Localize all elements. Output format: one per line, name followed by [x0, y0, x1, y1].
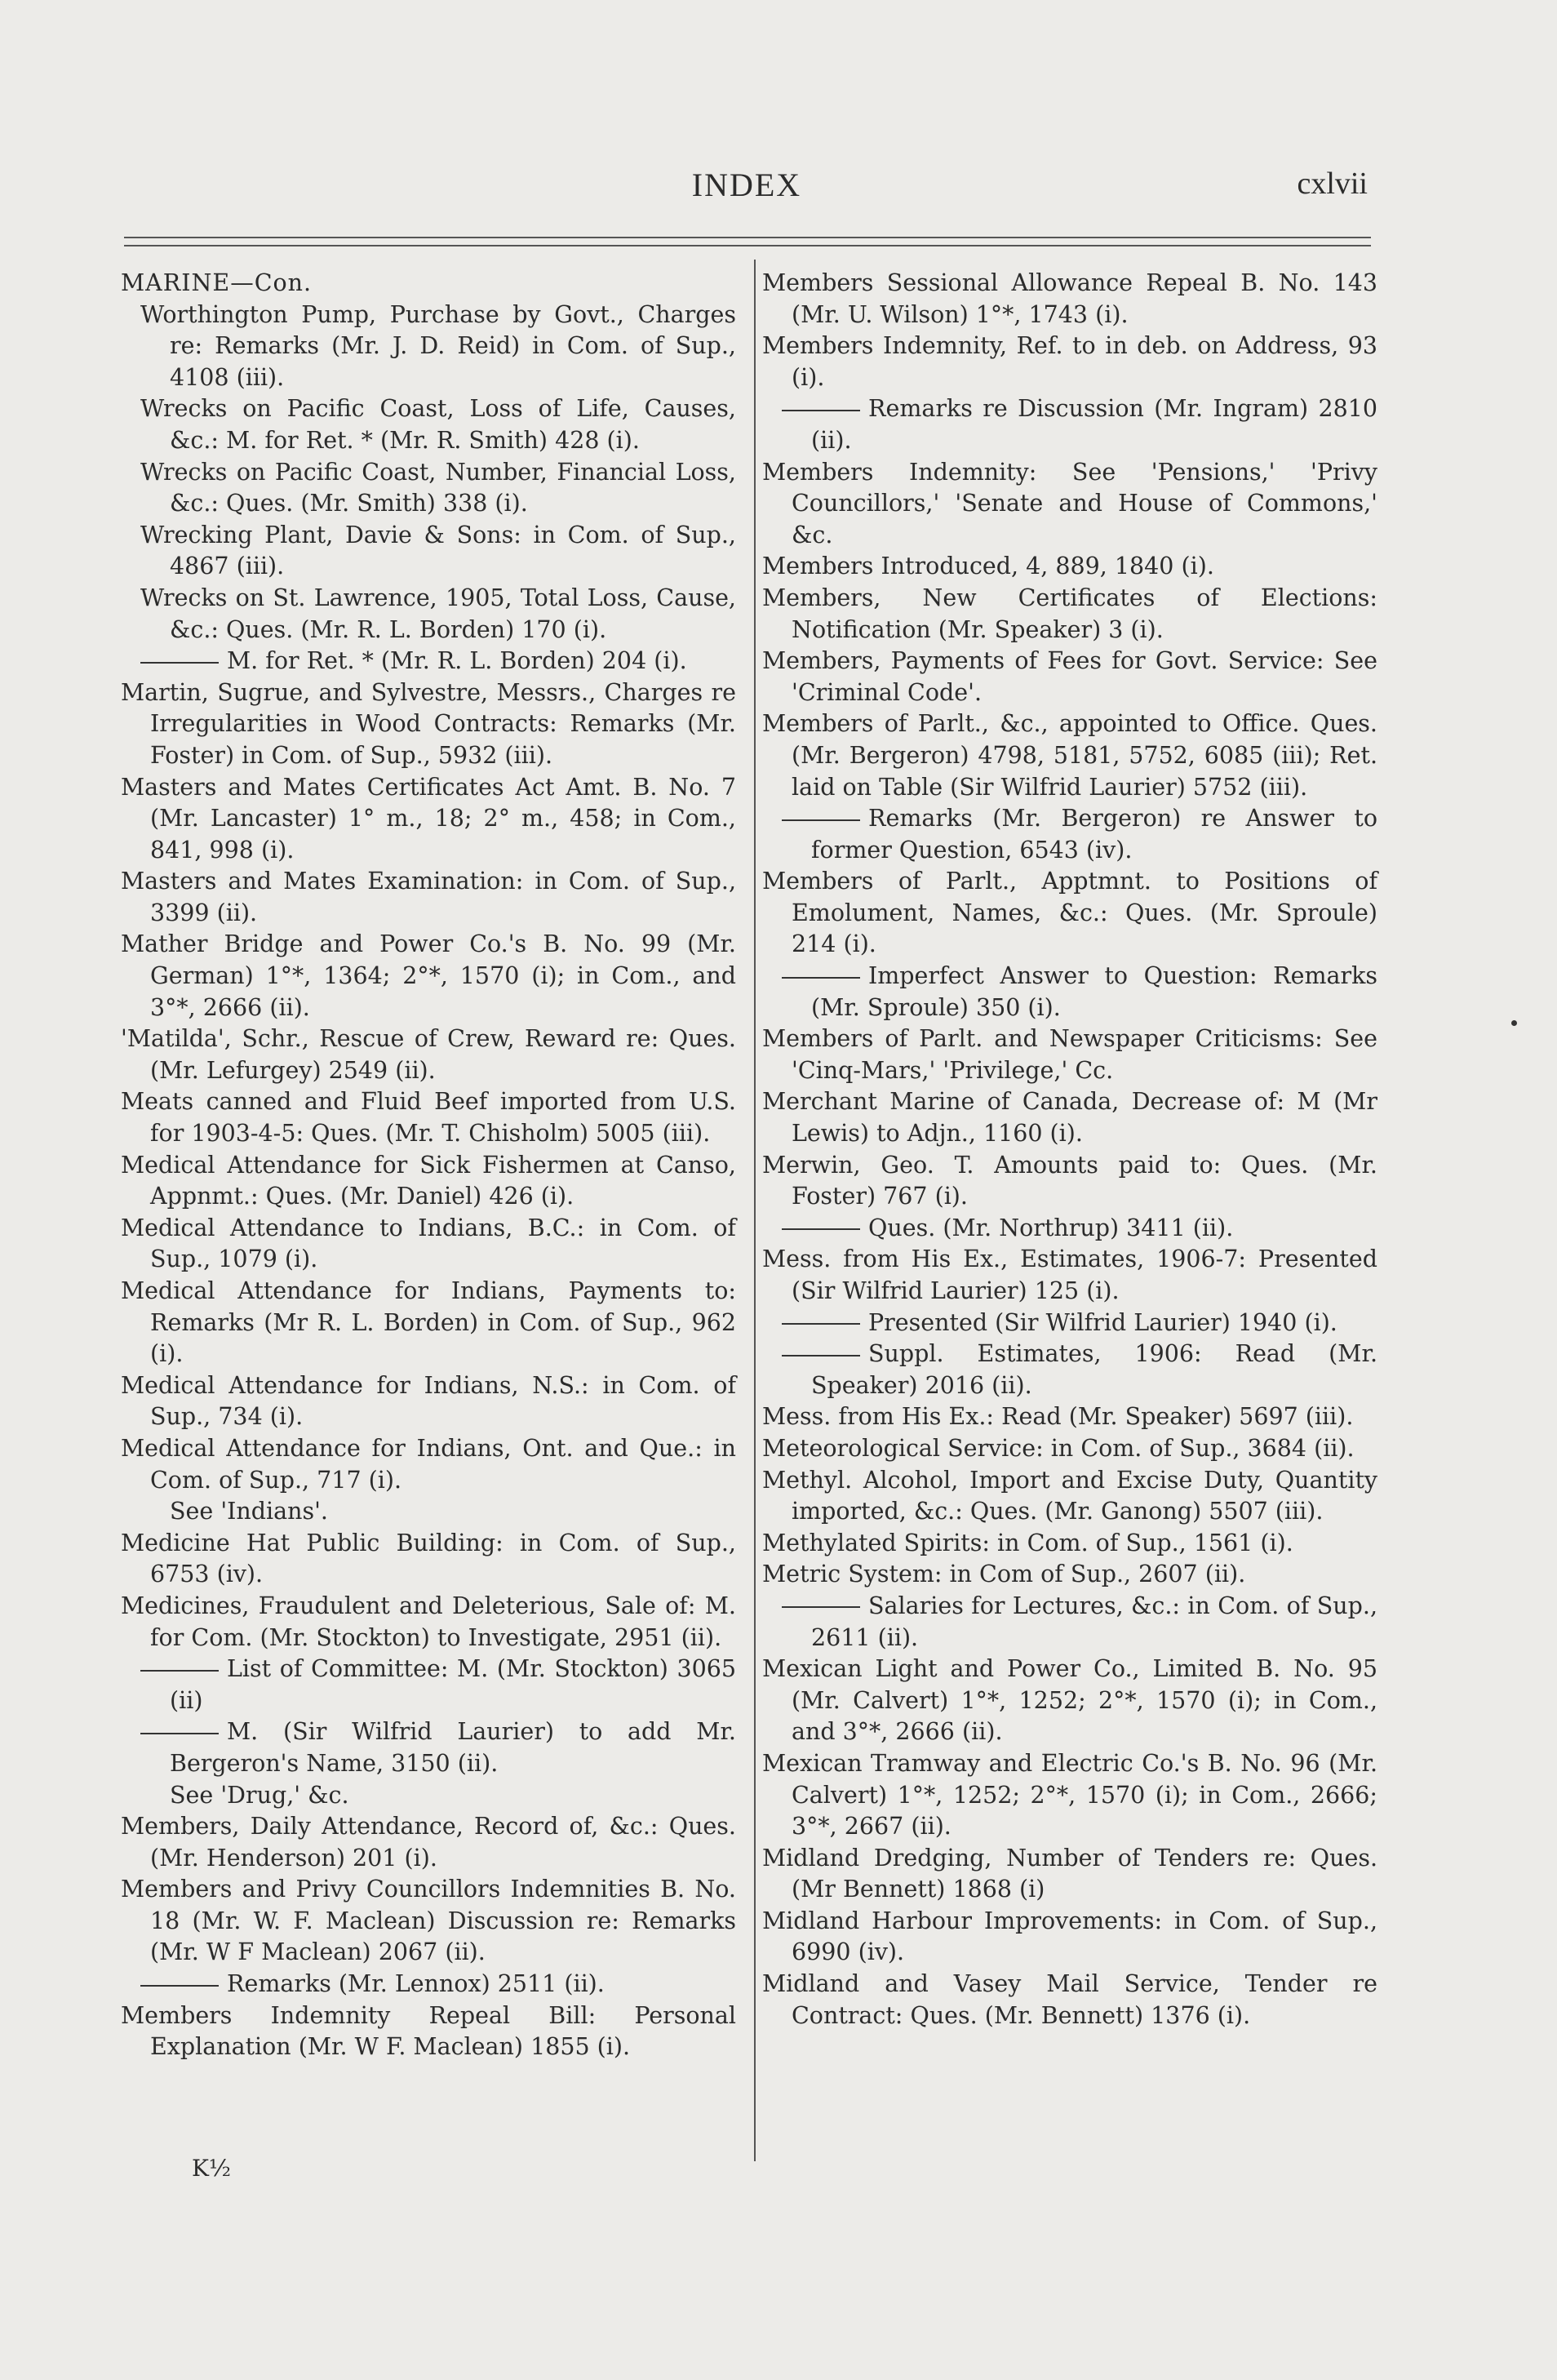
index-subentry	[121, 1654, 736, 1716]
index-subentry	[762, 1308, 1377, 1339]
index-entry	[121, 1370, 736, 1433]
entry-text: See 'Indians'.	[170, 1498, 328, 1525]
entry-text: Medical Attendance for Sick Fishermen at Canso, Appnmt.: Ques. (Mr. Daniel) 426 (i).	[121, 1151, 736, 1210]
repeat-dash	[782, 1355, 860, 1357]
entry-text: Members, New Certificates of Elections: Notification (Mr. Speaker) 3 (i).	[762, 584, 1377, 643]
index-entry	[121, 300, 736, 394]
entry-text: Worthington Pump, Purchase by Govt., Charges re: Remarks (Mr. J. D. Reid) in Com. of Sup., 4108 (iii).	[140, 300, 736, 391]
index-subentry	[121, 1969, 736, 2000]
entry-text: M. (Sir Wilfrid Laurier) to add Mr. Bergeron's Name, 3150 (ii).	[170, 1718, 736, 1777]
index-entry	[121, 1023, 736, 1086]
index-entry	[121, 1528, 736, 1591]
index-entry	[121, 1150, 736, 1213]
index-entry	[762, 1433, 1377, 1465]
page-title: INDEX	[691, 167, 802, 203]
index-entry	[121, 1213, 736, 1276]
index-subentry	[762, 961, 1377, 1023]
entry-text: Members Indemnity: See 'Pensions,' 'Privy Councillors,' 'Senate and House of Commons,' &c.	[762, 458, 1377, 548]
column-divider	[754, 260, 756, 2161]
repeat-dash	[140, 1670, 219, 1672]
entry-text: M. for Ret. * (Mr. R. L. Borden) 204 (i).	[227, 647, 687, 675]
index-subentry	[121, 646, 736, 677]
index-entry	[121, 1433, 736, 1496]
index-entry	[121, 1874, 736, 1969]
entry-text: Masters and Mates Examination: in Com. of Sup., 3399 (ii).	[121, 868, 736, 926]
entry-text: Wrecks on St. Lawrence, 1905, Total Loss, Cause, &c.: Ques. (Mr. R. L. Borden) 170 (i).	[140, 584, 736, 643]
entry-text: Members Introduced, 4, 889, 1840 (i).	[762, 553, 1214, 580]
index-entry	[762, 1654, 1377, 1748]
index-entry	[762, 1465, 1377, 1528]
signature-mark: K½	[192, 2155, 232, 2182]
index-entry	[762, 1906, 1377, 1969]
entry-text: Members Indemnity, Ref. to in deb. on Address, 93 (i).	[762, 332, 1377, 391]
index-entry	[121, 1591, 736, 1654]
entry-text: Members of Parlt., &c., appointed to Office. Ques. (Mr. Bergeron) 4798, 5181, 5752, 6085 (iii); Ret. laid on Table (Sir Wilfrid Laurier) 5752 (iii).	[762, 710, 1377, 801]
entry-text: Methylated Spirits: in Com. of Sup., 1561 (i).	[762, 1529, 1293, 1556]
entry-text: Masters and Mates Certificates Act Amt. B. No. 7 (Mr. Lancaster) 1° m., 18; 2° m., 458; in Com., 841, 998 (i).	[121, 773, 736, 864]
index-entry	[121, 268, 736, 300]
index-subentry	[762, 1213, 1377, 1245]
index-entry	[121, 1276, 736, 1370]
entry-text: Medical Attendance for Indians, Payments to: Remarks (Mr R. L. Borden) in Com. of Sup., 962 (i).	[121, 1277, 736, 1368]
index-entry	[762, 1086, 1377, 1149]
index-entry	[121, 677, 736, 772]
entry-text: Wrecks on Pacific Coast, Number, Financial Loss, &c.: Ques. (Mr. Smith) 338 (i).	[140, 458, 736, 517]
entry-text: Remarks re Discussion (Mr. Ingram) 2810 (ii).	[811, 395, 1377, 454]
entry-text: Martin, Sugrue, and Sylvestre, Messrs., Charges re Irregularities in Wood Contracts: Remarks (Mr. Foster) in Com. of Sup., 5932 (iii).	[121, 678, 736, 769]
repeat-dash	[782, 410, 860, 411]
index-entry	[121, 2000, 736, 2063]
index-entry	[762, 1748, 1377, 1843]
entry-text: Mexican Light and Power Co., Limited B. No. 95 (Mr. Calvert) 1°*, 1252; 2°*, 1570 (i); in Com., and 3°*, 2666 (ii).	[762, 1655, 1377, 1746]
index-entry	[762, 1559, 1377, 1591]
entry-text: Metric System: in Com of Sup., 2607 (ii).	[762, 1561, 1246, 1588]
index-entry	[121, 520, 736, 583]
entry-text: Imperfect Answer to Question: Remarks (Mr. Sproule) 350 (i).	[811, 962, 1377, 1021]
entry-text: Salaries for Lectures, &c.: in Com. of Sup., 2611 (ii).	[811, 1592, 1377, 1651]
index-subentry	[762, 1339, 1377, 1401]
entry-text: Members of Parlt., Apptmnt. to Positions of Emolument, Names, &c.: Ques. (Mr. Sproule) 214 (i).	[762, 868, 1377, 958]
entry-text: Medical Attendance to Indians, B.C.: in Com. of Sup., 1079 (i).	[121, 1214, 736, 1273]
index-column-left	[121, 268, 736, 2063]
index-entry	[762, 646, 1377, 708]
entry-text: Merwin, Geo. T. Amounts paid to: Ques. (Mr. Foster) 767 (i).	[762, 1151, 1377, 1210]
repeat-dash	[782, 819, 860, 821]
ink-speck	[1511, 1020, 1517, 1026]
index-entry	[121, 772, 736, 867]
index-subentry	[762, 803, 1377, 866]
entry-text: Meteorological Service: in Com. of Sup., 3684 (ii).	[762, 1434, 1355, 1462]
index-entry	[762, 583, 1377, 646]
entry-text: Wrecks on Pacific Coast, Loss of Life, Causes, &c.: M. for Ret. * (Mr. R. Smith) 428 (i).	[140, 395, 736, 454]
index-entry	[762, 708, 1377, 803]
index-entry	[762, 1843, 1377, 1906]
index-entry	[121, 929, 736, 1023]
repeat-dash	[140, 662, 219, 664]
entry-text: Midland and Vasey Mail Service, Tender re Contract: Ques. (Mr. Bennett) 1376 (i).	[762, 1970, 1377, 2029]
index-entry	[762, 1969, 1377, 2031]
entry-text: Mexican Tramway and Electric Co.'s B. No. 96 (Mr. Calvert) 1°*, 1252; 2°*, 1570 (i); in Com., 2666; 3°*, 2667 (ii).	[762, 1749, 1377, 1841]
index-entry	[762, 268, 1377, 331]
index-column-right	[762, 268, 1377, 2031]
index-entry	[762, 1401, 1377, 1433]
index-subentry	[762, 1591, 1377, 1654]
index-entry	[762, 1528, 1377, 1560]
entry-text: Meats canned and Fluid Beef imported from U.S. for 1903-4-5: Ques. (Mr. T. Chisholm) 5005 (iii).	[121, 1088, 736, 1148]
entry-text: Wrecking Plant, Davie & Sons: in Com. of Sup., 4867 (iii).	[140, 521, 736, 580]
index-entry	[121, 583, 736, 646]
index-entry	[762, 1023, 1377, 1086]
index-entry	[121, 866, 736, 929]
repeat-dash	[140, 1733, 219, 1734]
index-subentry	[121, 1716, 736, 1779]
index-entry	[762, 1244, 1377, 1307]
entry-text: Presented (Sir Wilfrid Laurier) 1940 (i).	[868, 1308, 1337, 1336]
repeat-dash	[782, 1323, 860, 1325]
repeat-dash	[782, 1606, 860, 1608]
index-entry	[121, 1496, 736, 1528]
entry-text: Members and Privy Councillors Indemnities B. No. 18 (Mr. W. F. Maclean) Discussion re: Remarks (Mr. W F Maclean) 2067 (ii).	[121, 1876, 736, 1966]
entry-text: MARINE—Con.	[121, 269, 313, 296]
entry-text: Merchant Marine of Canada, Decrease of: M (Mr Lewis) to Adjn., 1160 (i).	[762, 1088, 1377, 1148]
index-entry	[762, 866, 1377, 961]
entry-text: Ques. (Mr. Northrup) 3411 (ii).	[868, 1214, 1234, 1241]
entry-text: Midland Dredging, Number of Tenders re: Ques. (Mr Bennett) 1868 (i)	[762, 1844, 1377, 1903]
entry-text: Members, Payments of Fees for Govt. Service: See 'Criminal Code'.	[762, 647, 1377, 706]
header-rule-bottom	[124, 245, 1371, 246]
entry-text: Remarks (Mr. Lennox) 2511 (ii).	[227, 1970, 605, 1998]
repeat-dash	[782, 1228, 860, 1230]
page-header	[122, 159, 1371, 208]
entry-text: Mess. from His Ex.: Read (Mr. Speaker) 5697 (iii).	[762, 1403, 1354, 1431]
entry-text: Medicine Hat Public Building: in Com. of Sup., 6753 (iv).	[121, 1529, 736, 1588]
entry-text: Members, Daily Attendance, Record of, &c.: Ques. (Mr. Henderson) 201 (i).	[121, 1813, 736, 1872]
header-rule-top	[124, 237, 1371, 238]
repeat-dash	[140, 1985, 219, 1987]
entry-text: Members of Parlt. and Newspaper Criticisms: See 'Cinq-Mars,' 'Privilege,' Cc.	[762, 1025, 1377, 1084]
index-entry	[121, 1780, 736, 1812]
entry-text: Members Indemnity Repeal Bill: Personal Explanation (Mr. W F. Maclean) 1855 (i).	[121, 2001, 736, 2061]
entry-text: See 'Drug,' &c.	[170, 1781, 349, 1809]
entry-text: Suppl. Estimates, 1906: Read (Mr. Speaker) 2016 (ii).	[811, 1340, 1377, 1399]
entry-text: Methyl. Alcohol, Import and Excise Duty, Quantity imported, &c.: Ques. (Mr. Ganong) 5507 (iii).	[762, 1466, 1377, 1525]
index-entry	[762, 331, 1377, 393]
index-entry	[121, 457, 736, 520]
index-entry	[762, 1150, 1377, 1213]
index-entry	[121, 1086, 736, 1149]
entry-text: Remarks (Mr. Bergeron) re Answer to former Question, 6543 (iv).	[811, 805, 1377, 864]
entry-text: Mather Bridge and Power Co.'s B. No. 99 (Mr. German) 1°*, 1364; 2°*, 1570 (i); in Com., and 3°*, 2666 (ii).	[121, 930, 736, 1021]
repeat-dash	[782, 977, 860, 979]
index-entry	[121, 1811, 736, 1874]
entry-text: Mess. from His Ex., Estimates, 1906-7: Presented (Sir Wilfrid Laurier) 125 (i).	[762, 1246, 1377, 1304]
index-entry	[762, 457, 1377, 552]
entry-text: Medical Attendance for Indians, N.S.: in Com. of Sup., 734 (i).	[121, 1371, 736, 1431]
entry-text: List of Committee: M. (Mr. Stockton) 3065 (ii)	[170, 1655, 736, 1714]
page-number: cxlvii	[1297, 167, 1368, 201]
index-entry	[121, 393, 736, 456]
entry-text: Members Sessional Allowance Repeal B. No. 143 (Mr. U. Wilson) 1°*, 1743 (i).	[762, 269, 1377, 328]
index-subentry	[762, 393, 1377, 456]
entry-text: 'Matilda', Schr., Rescue of Crew, Reward re: Ques. (Mr. Lefurgey) 2549 (ii).	[121, 1025, 736, 1084]
entry-text: Medicines, Fraudulent and Deleterious, Sale of: M. for Com. (Mr. Stockton) to Investigate, 2951 (ii).	[121, 1592, 736, 1651]
index-entry	[762, 551, 1377, 583]
entry-text: Midland Harbour Improvements: in Com. of Sup., 6990 (iv).	[762, 1907, 1377, 1966]
entry-text: Medical Attendance for Indians, Ont. and Que.: in Com. of Sup., 717 (i).	[121, 1434, 736, 1494]
